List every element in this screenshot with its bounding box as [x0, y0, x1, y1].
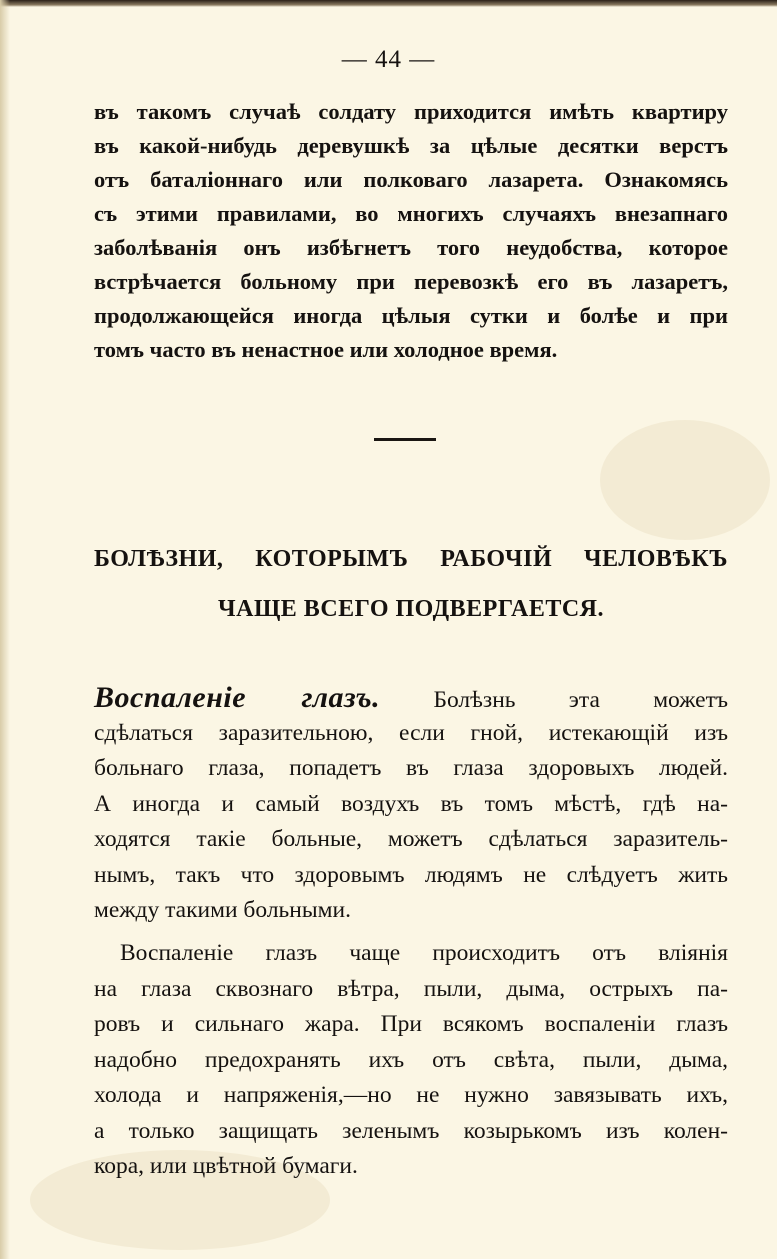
text-line: нымъ, такъ что здоровымъ людямъ не слѣдуетъ жить — [94, 861, 728, 888]
text-line: на глаза сквознаго вѣтра, пыли, дыма, острыхъ па- — [94, 975, 728, 1002]
text-line: кора, или цвѣтной бумаги. — [94, 1153, 358, 1179]
text-line: продолжающейся иногда цѣлыя сутки и болѣе и при — [94, 303, 728, 328]
text-line: холода и напряженія,—но не нужно завязывать ихъ, — [94, 1082, 728, 1108]
page-top-edge — [0, 0, 777, 7]
page-number: — 44 — — [341, 46, 436, 73]
text-line: съ этими правилами, во многихъ случаяхъ внезапнаго — [94, 201, 728, 226]
text-line: Воспаленіе глазъ чаще происходитъ отъ вліянія — [120, 940, 728, 966]
text-line: томъ часто въ ненастное или холодное время. — [94, 337, 558, 362]
text-line: заболѣванія онъ избѣгнетъ того неудобства, которое — [94, 235, 728, 260]
paragraph-eye-inflammation — [94, 680, 728, 929]
text-line: въ такомъ случаѣ солдату приходится имѣть квартиру — [94, 99, 728, 124]
page-left-edge — [0, 0, 10, 1259]
text-line: больнаго глаза, попадетъ въ глаза здоровыхъ людей. — [94, 755, 728, 781]
section-heading-line-1: БОЛѢЗНИ, КОТОРЫМЪ РАБОЧІЙ ЧЕЛОВѢКЪ — [94, 546, 728, 572]
paragraph-causes — [94, 936, 728, 1185]
text-line: встрѣчается больному при перевозкѣ его въ лазаретъ, — [94, 269, 728, 294]
text-line: между такими больными. — [94, 897, 351, 923]
run-in-title: Воспаленіе глазъ. — [94, 681, 381, 714]
text-line-with-run-in-title — [94, 680, 728, 716]
section-heading-line-2: ЧАЩЕ ВСЕГО ПОДВЕРГАЕТСЯ. — [218, 596, 604, 622]
text-line: сдѣлаться заразительною, если гной, истекающій изъ — [94, 719, 728, 746]
section-divider — [374, 438, 436, 441]
paragraph-continuation — [94, 95, 728, 367]
text-line: отъ баталіоннаго или полковаго лазарета. Ознакомясь — [94, 167, 728, 192]
text-fragment: Болѣзнь эта можетъ — [433, 687, 729, 713]
text-line: а только защищать зеленымъ козырькомъ изъ колен- — [94, 1117, 728, 1144]
text-line: ровъ и сильнаго жара. При всякомъ воспаленіи глазъ — [94, 1011, 728, 1037]
text-line: надобно предохранять ихъ отъ свѣта, пыли, дыма, — [94, 1046, 728, 1073]
text-line: ходятся такіе больные, можетъ сдѣлаться заразитель- — [94, 826, 728, 852]
foxing-stain — [600, 420, 770, 540]
text-line: въ какой-нибудь деревушкѣ за цѣлые десятки верстъ — [94, 133, 728, 158]
text-line: А иногда и самый воздухъ въ томъ мѣстѣ, гдѣ на- — [94, 790, 728, 817]
